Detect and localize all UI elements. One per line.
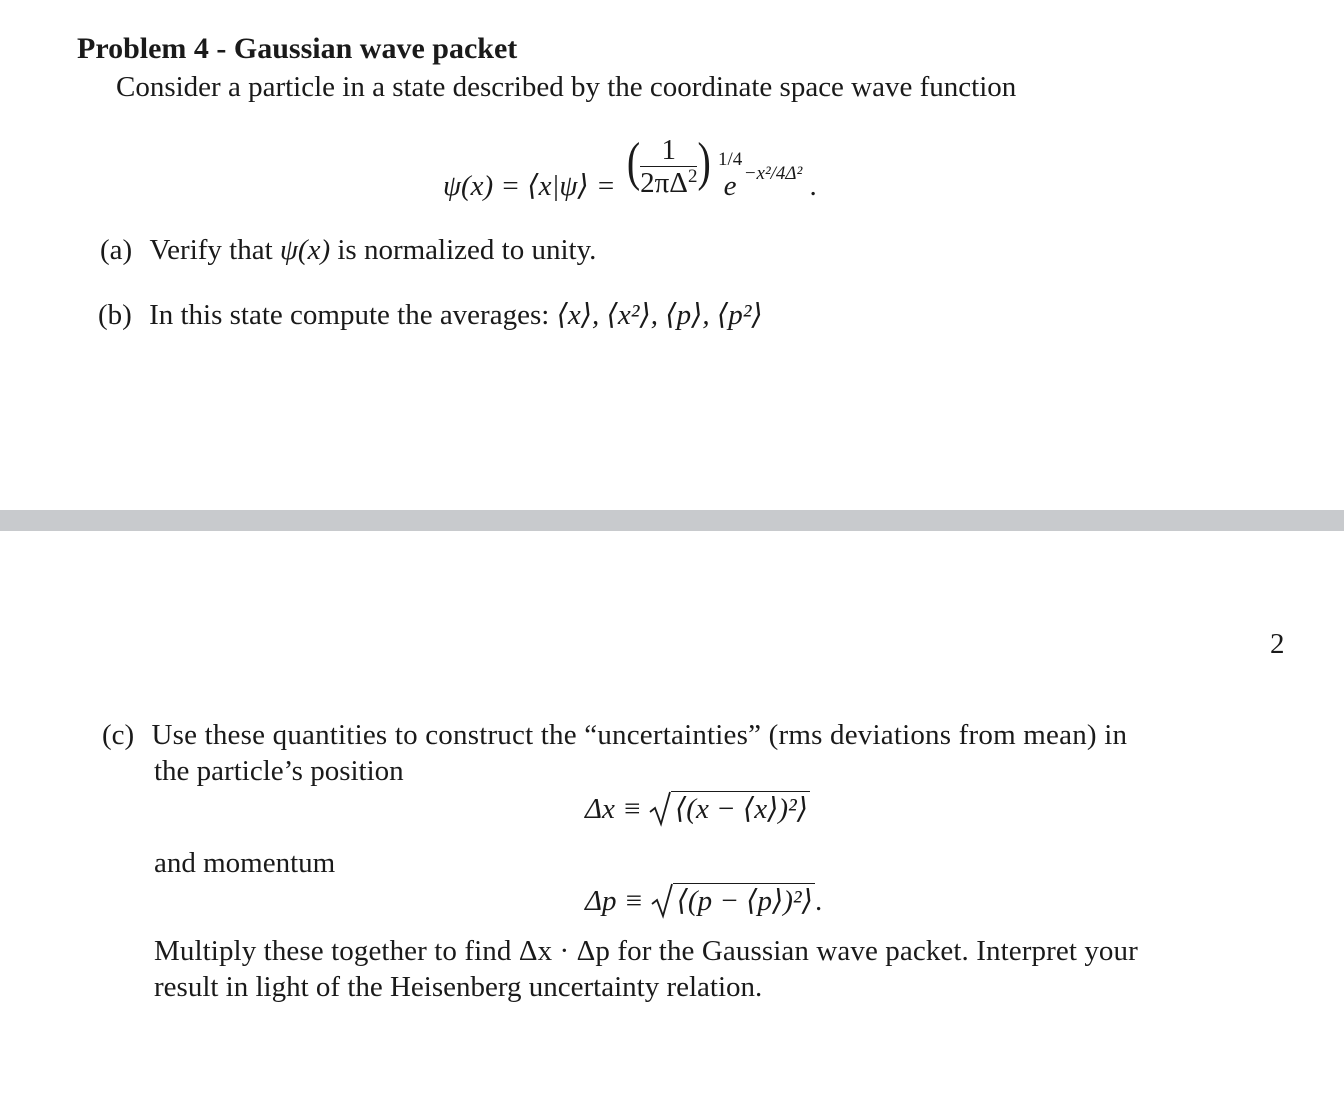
fraction-denominator-sup: 2 [687, 166, 698, 187]
delta-p-lhs: Δp ≡ [585, 885, 644, 917]
part-a-suffix: is normalized to unity. [337, 234, 597, 266]
delta-x-lhs: Δx ≡ [585, 793, 642, 825]
radical-sign-icon [651, 882, 673, 920]
right-paren: ) [697, 131, 711, 192]
part-c-text4: result in light of the Heisenberg uncertainty relation. [154, 971, 763, 1003]
part-a-math: ψ(x) [279, 234, 331, 266]
part-c-line1 [102, 717, 1127, 753]
part-c-text2: the particle’s position [154, 755, 404, 787]
problem-title: Problem 4 - Gaussian wave packet [77, 32, 518, 65]
delta-p-tail: . [814, 885, 823, 917]
delta-x-equation [585, 790, 810, 828]
equation-lhs: ψ(x) = ⟨x|ψ⟩ = [443, 170, 616, 203]
part-b-math: ⟨x⟩, ⟨x²⟩, ⟨p⟩, ⟨p²⟩ [556, 299, 763, 331]
part-b-label: (b) [98, 299, 132, 331]
problem-intro: Consider a particle in a state described by the coordinate space wave function [116, 71, 1017, 103]
equation-tail: . [809, 170, 817, 203]
equation-power: 1/4 [718, 149, 743, 171]
part-c-text1: Use these quantities to construct the “uncertainties” (rms deviations from mean) in [151, 719, 1128, 751]
sqrt-p [651, 882, 815, 920]
wave-function-equation [443, 128, 817, 208]
sqrt-x [649, 790, 810, 828]
page-separator [0, 510, 1344, 531]
equation-exp-sup: −x²/4Δ² [743, 163, 803, 185]
fraction-numerator: 1 [640, 134, 697, 167]
part-a-prefix: Verify that [149, 234, 273, 266]
part-a [100, 232, 596, 268]
fraction-denominator: 2πΔ [640, 167, 688, 199]
part-b-prefix: In this state compute the averages: [149, 299, 550, 331]
part-b [98, 297, 763, 333]
equation-exp-base: e [723, 170, 737, 203]
part-c-label: (c) [102, 719, 135, 751]
delta-x-body: ⟨(x − ⟨x⟩)²⟩ [671, 791, 810, 824]
part-a-label: (a) [100, 234, 133, 266]
delta-p-equation [585, 882, 822, 920]
radical-sign-icon [649, 790, 671, 828]
and-momentum: and momentum [154, 847, 336, 879]
part-c-text3: Multiply these together to find Δx · Δp for the Gaussian wave packet. Interpret your [154, 935, 1138, 967]
page-number: 2 [1270, 628, 1285, 660]
delta-p-body: ⟨(p − ⟨p⟩)²⟩ [673, 883, 815, 916]
equation-fraction [640, 134, 697, 203]
left-paren: ( [626, 131, 641, 192]
